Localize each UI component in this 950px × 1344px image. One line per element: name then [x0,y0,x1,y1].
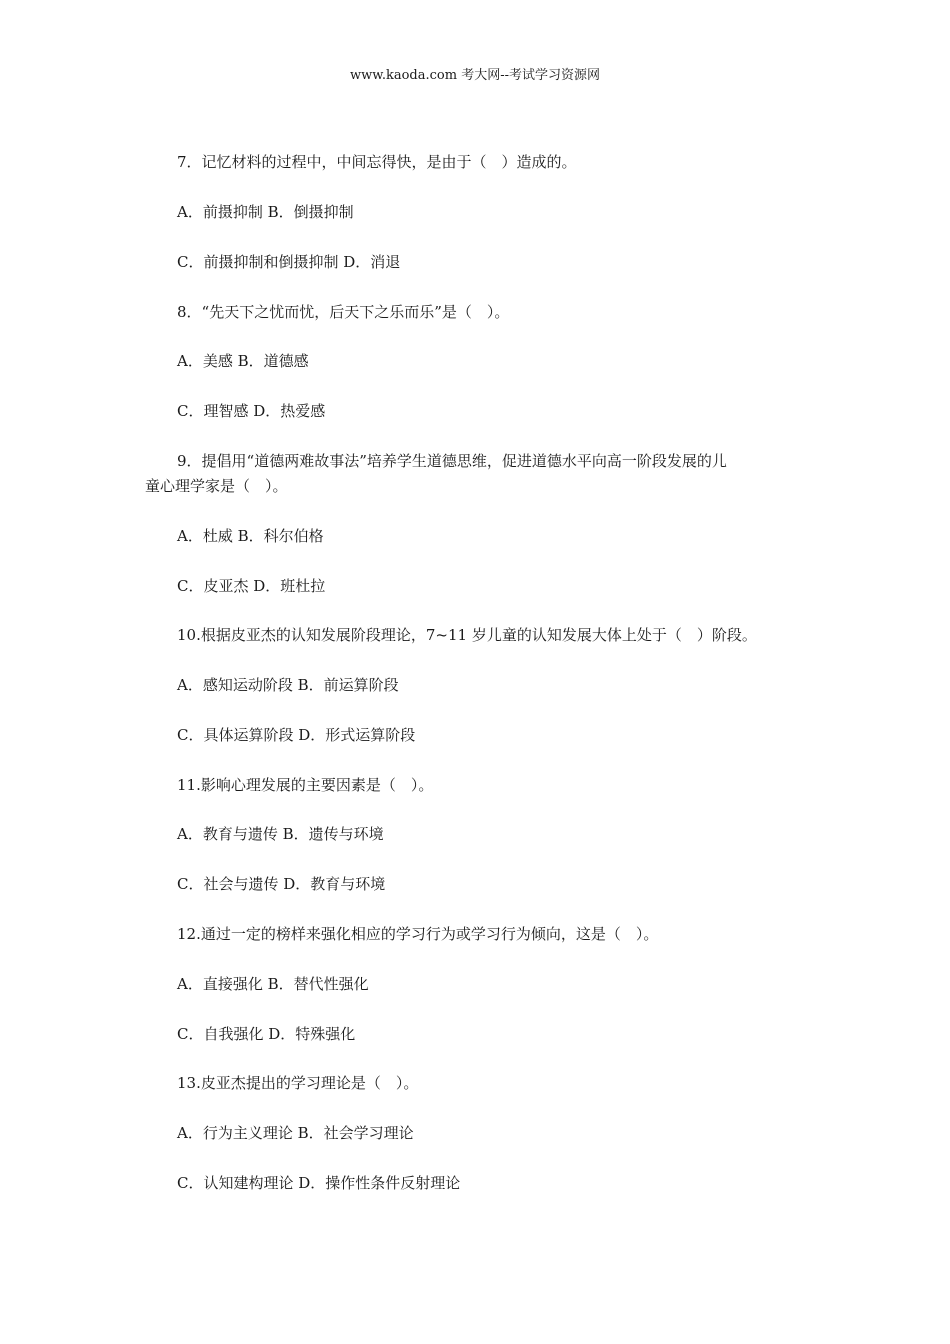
question-10-options-cd: C．具体运算阶段 D．形式运算阶段 [177,726,416,744]
question-9-options-cd: C．皮亚杰 D．班杜拉 [177,577,326,595]
question-9-stem: 9．提倡用“道德两难故事法”培养学生道德思维，促进道德水平向高一阶段发展的儿 [177,452,727,470]
question-10-stem: 10.根据皮亚杰的认知发展阶段理论，7~11 岁儿童的认知发展大体上处于（ ）阶段。 [177,626,757,644]
question-7-options-ab: A．前摄抑制 B．倒摄抑制 [177,203,354,221]
question-11-stem: 11.影响心理发展的主要因素是（ ）。 [177,776,434,794]
question-9-options-ab: A．杜威 B．科尔伯格 [177,527,324,545]
question-9-stem-continued: 童心理学家是（ ）。 [145,477,288,495]
question-11-options-cd: C．社会与遗传 D．教育与环境 [177,875,386,893]
question-7-options-cd: C．前摄抑制和倒摄抑制 D．消退 [177,253,401,271]
question-7-stem: 7．记忆材料的过程中，中间忘得快，是由于（ ）造成的。 [177,153,577,171]
question-8-options-cd: C．理智感 D．热爱感 [177,402,326,420]
page-header: www.kaoda.com 考大网--考试学习资源网 [350,68,600,83]
question-10-options-ab: A．感知运动阶段 B．前运算阶段 [177,676,399,694]
question-13-options-ab: A．行为主义理论 B．社会学习理论 [177,1124,414,1142]
question-13-stem: 13.皮亚杰提出的学习理论是（ ）。 [177,1074,419,1092]
question-12-options-ab: A．直接强化 B．替代性强化 [177,975,369,993]
question-13-options-cd: C．认知建构理论 D．操作性条件反射理论 [177,1174,461,1192]
question-8-stem: 8．“先天下之忧而忧，后天下之乐而乐”是（ ）。 [177,303,510,321]
question-11-options-ab: A．教育与遗传 B．遗传与环境 [177,825,384,843]
question-8-options-ab: A．美感 B．道德感 [177,352,309,370]
question-12-options-cd: C．自我强化 D．特殊强化 [177,1025,356,1043]
question-12-stem: 12.通过一定的榜样来强化相应的学习行为或学习行为倾向，这是（ ）。 [177,925,659,943]
